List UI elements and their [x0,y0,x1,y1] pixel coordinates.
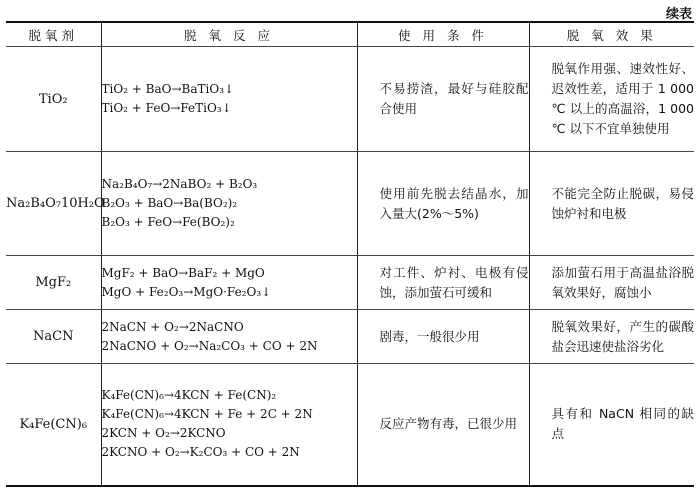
effect-cell [529,364,694,486]
agent-cell: Na₂B₄O₇10H₂O [6,152,101,256]
effect-text: 不能完全防止脱碳，易侵蚀炉衬和电极 [551,185,694,221]
condition-cell [357,364,529,486]
table-row [6,256,694,310]
reaction-line: MgF₂ + BaO→BaF₂ + MgO [101,265,265,280]
condition-cell [357,152,529,256]
reaction-line: Na₂B₄O₇→2NaBO₂ + B₂O₃ [101,177,258,191]
reaction-line: B₂O₃ + BaO→Ba(BO₂)₂ [101,196,238,210]
reaction-line: 2NaCN + O₂→2NaCNO [101,319,244,334]
reaction-cell [101,364,357,486]
effect-text: 添加萤石用于高温盐浴脱氧效果好，腐蚀小 [551,264,694,300]
table-row [6,152,694,256]
condition-cell [357,256,529,310]
reaction-line: K₄Fe(CN)₆→4KCN + Fe(CN)₂ [101,388,277,403]
header-reaction: 脱 氧 反 应 [101,22,357,47]
header-effect: 脱 氧 效 果 [529,22,694,47]
header-row [6,22,694,47]
condition-text: 不易捞渣，最好与硅胶配合使用 [379,81,529,116]
condition-cell [357,47,529,152]
effect-text: 脱氧效果好，产生的碳酸盐会迅速使盐浴劣化 [551,318,694,354]
reaction-line: 2KCN + O₂→2KCNO [101,426,226,441]
condition-cell [357,310,529,364]
condition-text: 剧毒，一般很少用 [379,328,480,344]
agent-cell: MgF₂ [6,256,101,310]
table-row [6,364,694,486]
header-condition: 使 用 条 件 [357,22,529,47]
effect-text: 具有和 NaCN 相同的缺点 [551,406,694,442]
reaction-line: MgO + Fe₂O₃→MgO·Fe₂O₃↓ [101,284,272,299]
agent-cell: NaCN [6,310,101,364]
effect-cell [529,152,694,256]
effect-cell [529,310,694,364]
reaction-line: TiO₂ + FeO→FeTiO₃↓ [101,101,232,115]
reaction-cell [101,256,357,310]
condition-text: 对工件、炉衬、电极有侵蚀，添加萤石可缓和 [379,264,529,300]
reaction-line: TiO₂ + BaO→BaTiO₃↓ [101,82,235,96]
continued-label: 续表 [665,7,692,22]
effect-text: 脱氧作用强、速效性好、迟效性差，适用于 1 000 ℃ 以上的高温浴，1 000 ℃ 以下不宜单独使用 [551,61,694,136]
header-agent: 脱氧剂 [6,22,101,47]
reaction-cell [101,152,357,256]
deoxidizer-table [6,21,694,487]
reaction-line: 2NaCNO + O₂→Na₂CO₃ + CO + 2N [101,338,318,353]
reaction-line: B₂O₃ + FeO→Fe(BO₂)₂ [101,215,235,229]
agent-cell: K₄Fe(CN)₆ [6,364,101,486]
table-row [6,310,694,364]
condition-text: 使用前先脱去结晶水，加入量大(2%～5%) [379,185,529,221]
reaction-line: K₄Fe(CN)₆→4KCN + Fe + 2C + 2N [101,407,313,422]
effect-cell [529,256,694,310]
effect-cell [529,47,694,152]
reaction-cell [101,47,357,152]
reaction-cell [101,310,357,364]
table-row [6,47,694,152]
agent-cell: TiO₂ [6,47,101,152]
reaction-line: 2KCNO + O₂→K₂CO₃ + CO + 2N [101,445,300,460]
condition-text: 反应产物有毒，已很少用 [379,416,518,432]
